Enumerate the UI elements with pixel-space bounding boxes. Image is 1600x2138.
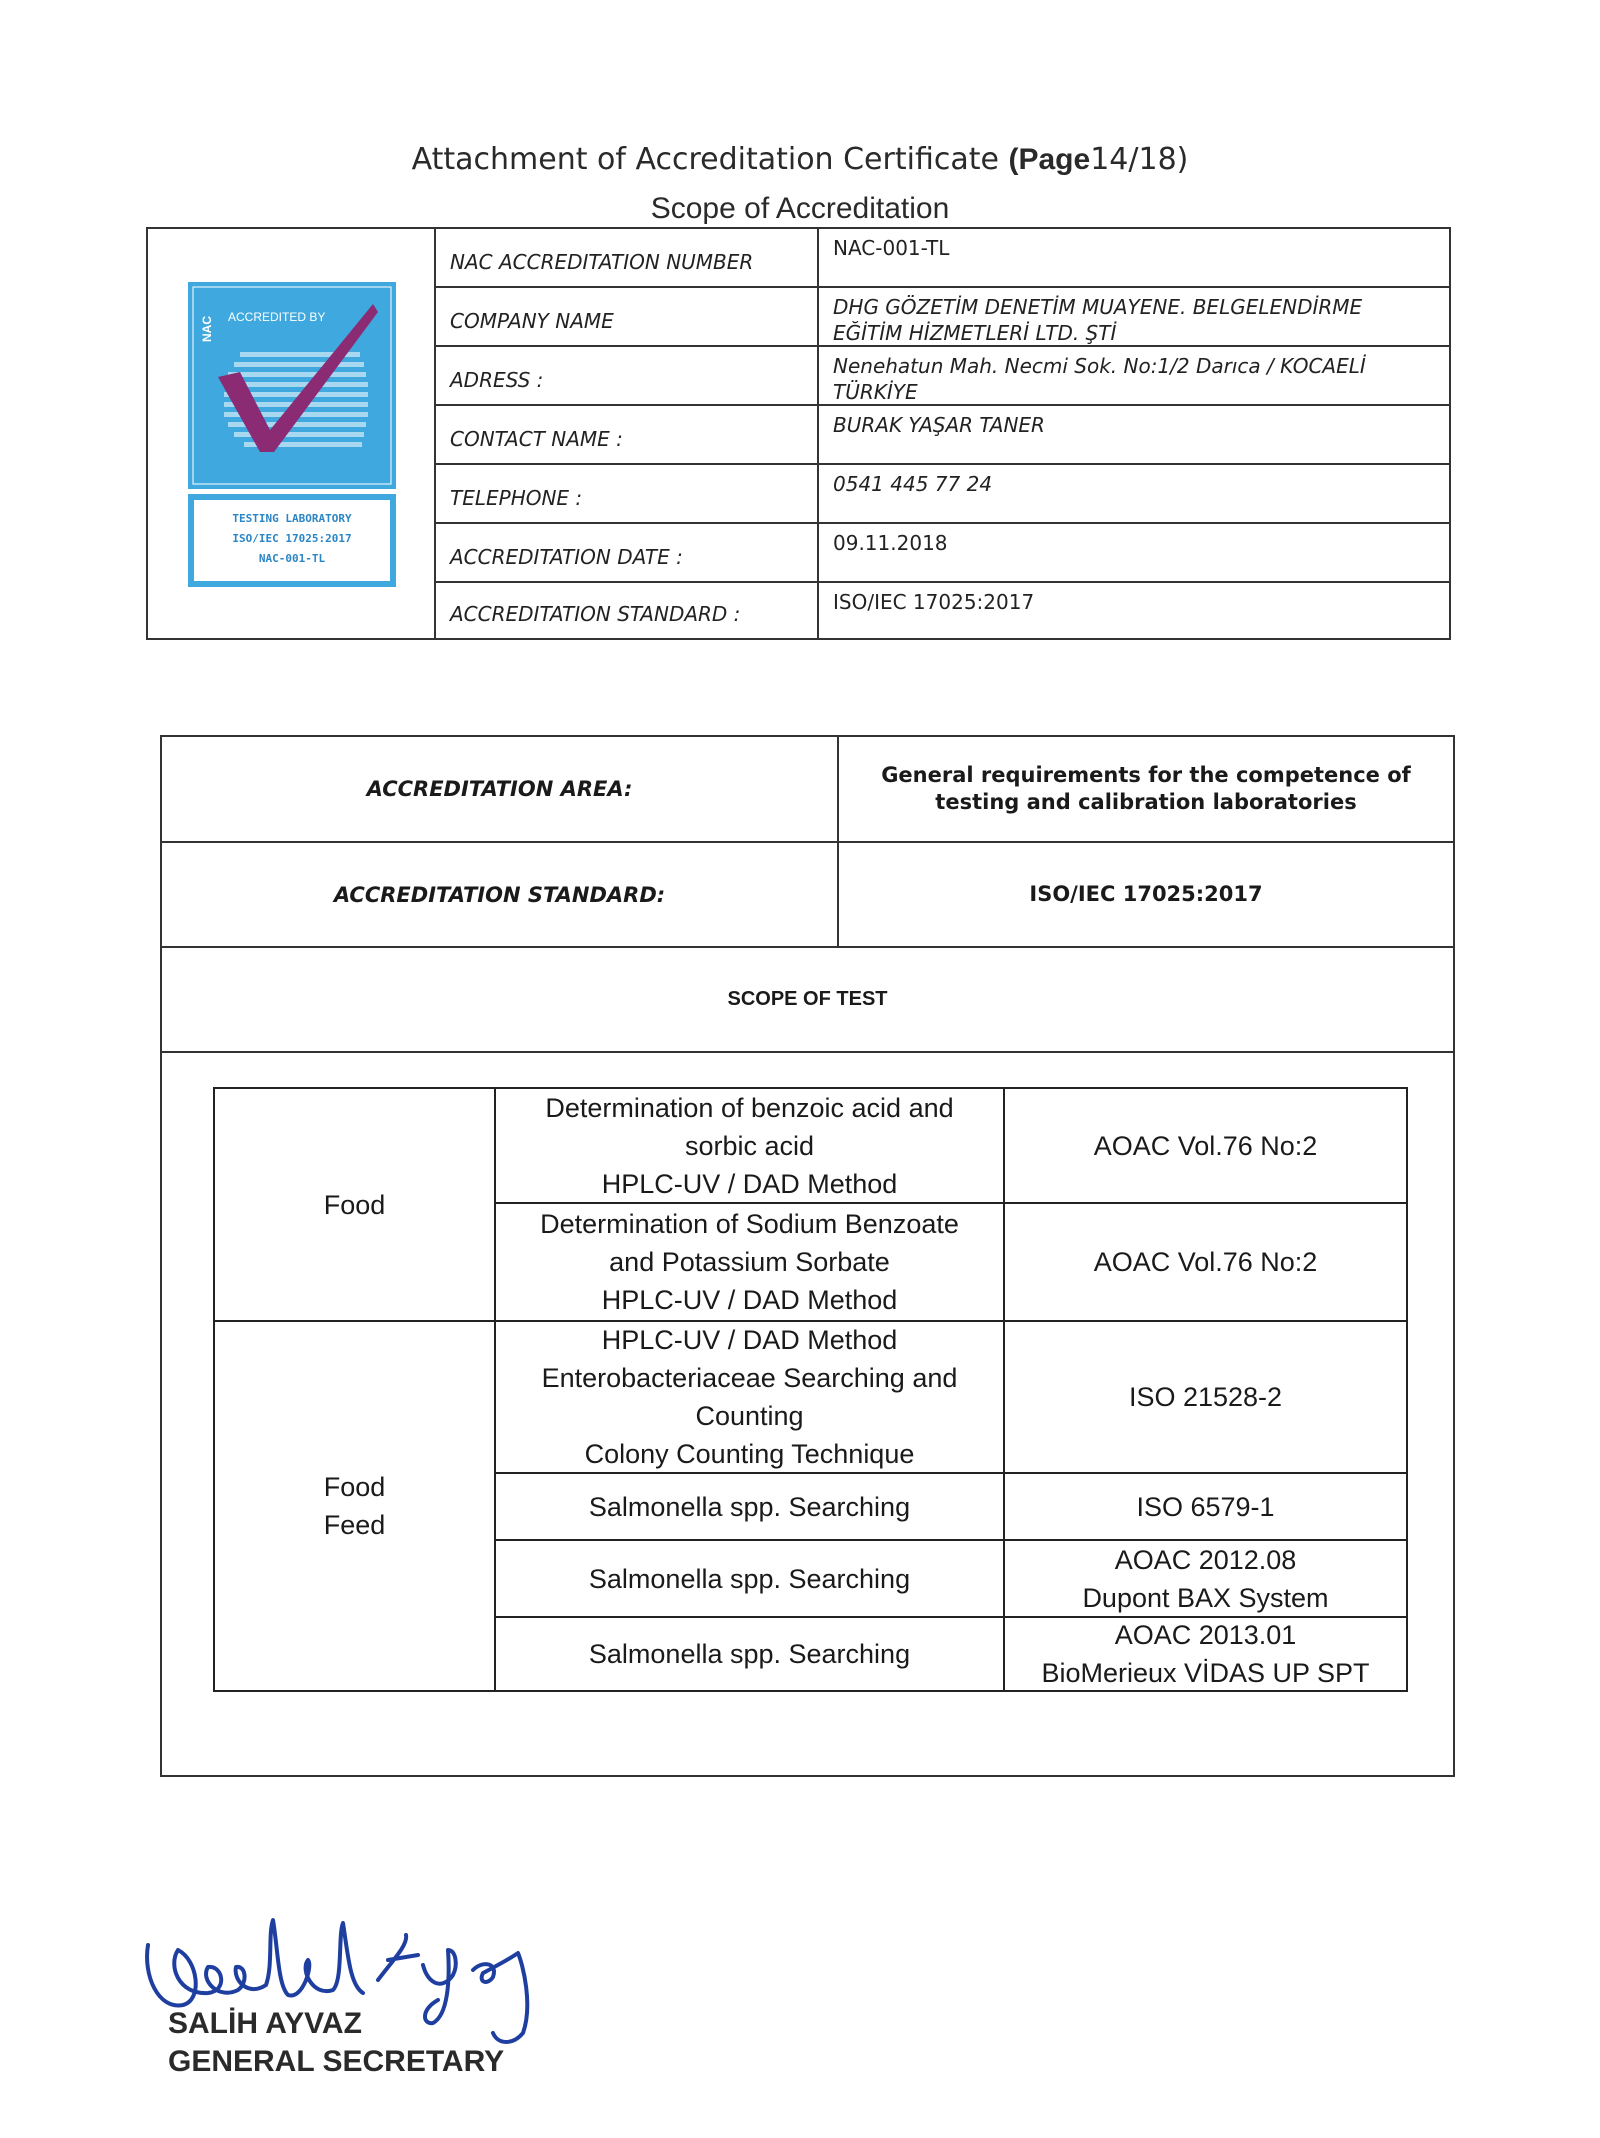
standard-label: ACCREDITATION STANDARD: [162,843,839,946]
page-title [0,142,1600,177]
method-cell: AOAC Vol.76 No:2 [1003,1087,1408,1204]
header-row-accreditation-standard [436,583,1449,638]
header-label: ACCREDITATION STANDARD : [436,583,819,638]
test-cell: HPLC-UV / DAD Method Enterobacteriaceae Searching and Counting Colony Counting Technique [494,1320,1005,1474]
test-cell: Salmonella spp. Searching [494,1616,1005,1692]
test-cell: Salmonella spp. Searching [494,1472,1005,1541]
header-row-accreditation-date [436,524,1449,583]
title-page-number: 14/18) [1090,142,1189,177]
signatory-name: SALİH AYVAZ [168,2007,362,2040]
method-cell: AOAC 2013.01 BioMerieux VİDAS UP SPT [1003,1616,1408,1692]
header-value: Nenehatun Mah. Necmi Sok. No:1/2 Darıca / KOCAELİ TÜRKİYE [833,354,1366,404]
badge-line-2: ISO/IEC 17025:2017 [232,532,352,545]
header-value: 09.11.2018 [833,531,948,555]
title-page-word: (Page [1008,143,1091,176]
category-cell: Food Feed [213,1320,496,1692]
accredited-by-text: ACCREDITED BY [228,310,326,324]
scope-title-row [162,948,1453,1053]
area-row [162,737,1453,843]
area-value: General requirements for the competence of testing and calibration laboratories [881,763,1411,814]
header-row-address [436,347,1449,406]
standard-value: ISO/IEC 17025:2017 [1029,882,1263,906]
header-label: NAC ACCREDITATION NUMBER [436,229,819,286]
badge-line-3: NAC-001-TL [258,552,326,565]
standard-row [162,843,1453,948]
scope-title: SCOPE OF TEST [727,988,888,1010]
badge-line-1: TESTING LABORATORY [232,512,352,525]
category-cell: Food [213,1087,496,1322]
scope-table [213,1087,1408,1692]
page-subtitle: Scope of Accreditation [650,192,950,225]
header-value: BURAK YAŞAR TANER [833,413,1045,437]
method-cell: ISO 21528-2 [1003,1320,1408,1474]
header-rows [436,229,1449,638]
testing-lab-badge [188,494,396,587]
header-row-accreditation-number [436,229,1449,288]
header-label: ACCREDITATION DATE : [436,524,819,581]
header-value: DHG GÖZETİM DENETİM MUAYENE. BELGELENDİRME EĞİTİM HİZMETLERİ LTD. ŞTİ [833,295,1363,345]
header-value: NAC-001-TL [833,236,950,260]
header-label: CONTACT NAME : [436,406,819,463]
signatory-role: GENERAL SECRETARY [168,2045,505,2078]
test-cell: Determination of benzoic acid and sorbic acid HPLC-UV / DAD Method [494,1087,1005,1204]
header-row-telephone [436,465,1449,524]
test-cell: Salmonella spp. Searching [494,1539,1005,1618]
nac-brand-text: NAC [200,316,214,342]
method-cell: AOAC Vol.76 No:2 [1003,1202,1408,1322]
header-label: ADRESS : [436,347,819,404]
logo-cell [148,229,436,638]
header-value: ISO/IEC 17025:2017 [833,590,1035,614]
area-label: ACCREDITATION AREA: [162,737,839,841]
test-cell: Determination of Sodium Benzoate and Potassium Sorbate HPLC-UV / DAD Method [494,1202,1005,1322]
method-cell: ISO 6579-1 [1003,1472,1408,1541]
header-label: COMPANY NAME [436,288,819,345]
header-row-contact-name [436,406,1449,465]
nac-logo [188,282,396,587]
accreditation-header-table [146,227,1451,640]
method-cell: AOAC 2012.08 Dupont BAX System [1003,1539,1408,1618]
header-row-company-name [436,288,1449,347]
header-value: 0541 445 77 24 [833,472,993,496]
signatory [168,2005,504,2081]
title-text: Attachment of Accreditation Certificate [411,142,999,177]
header-label: TELEPHONE : [436,465,819,522]
